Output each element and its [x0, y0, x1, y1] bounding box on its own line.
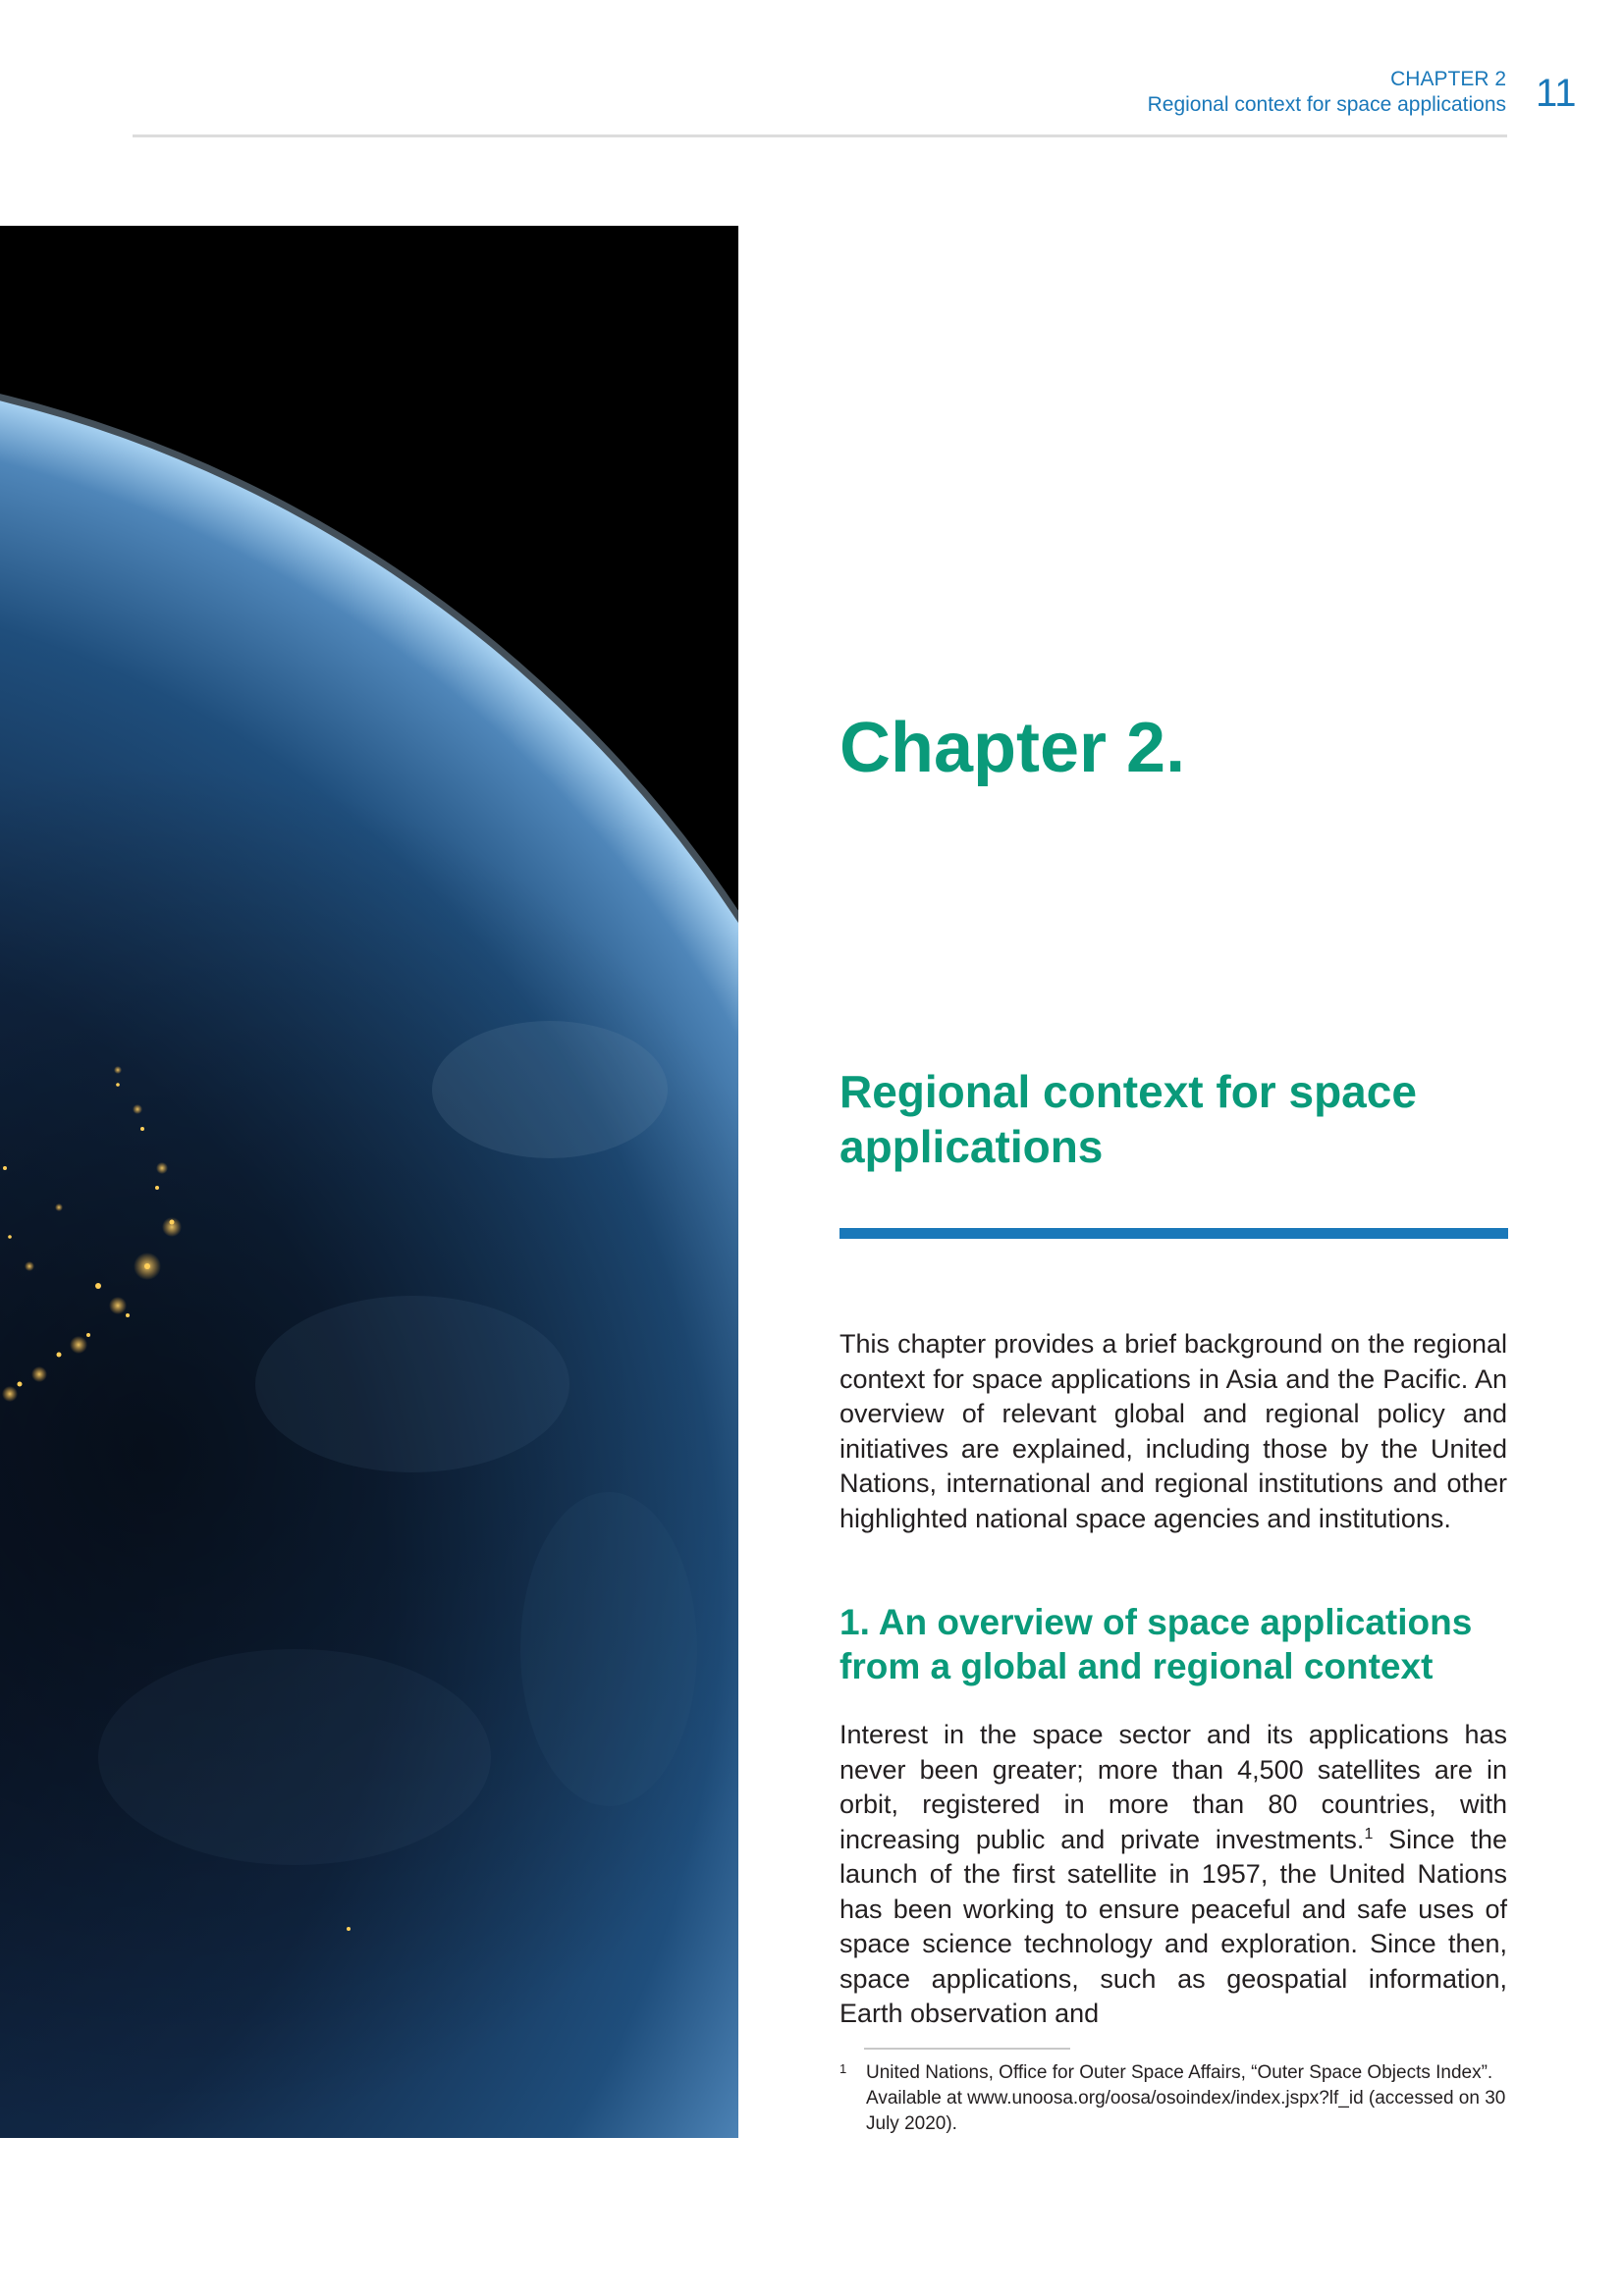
- footnote-text: United Nations, Office for Outer Space Affairs, “Outer Space Objects Index”. Available at www.unoosa.org/oosa/osoindex/index.jspx?lf_id (accessed on 30 July 2020).: [866, 2062, 1506, 2134]
- footnote-number: 1: [839, 2061, 847, 2076]
- header-divider: [133, 134, 1507, 137]
- header-chapter-label: CHAPTER 2: [1390, 68, 1506, 90]
- page-number: 11: [1536, 72, 1577, 115]
- footnote: [839, 2060, 1507, 2137]
- body-paragraph-part2: Since the launch of the first satellite in 1957, the United Nations has been working to ensure peaceful and safe uses of space science technology and exploration. Since then, space applications, such as geospatial information, Earth observation and: [839, 1824, 1507, 2028]
- running-header: [1015, 67, 1506, 126]
- earth-hero-image: [0, 226, 738, 2138]
- footnote-reference[interactable]: 1: [1364, 1825, 1374, 1842]
- body-paragraph-part1: Interest in the space sector and its applications has never been greater; more than 4,500 satellites are in orbit, registered in more than 80 countries, with increasing public and private investments.: [839, 1720, 1507, 1854]
- section-divider: [839, 1228, 1508, 1239]
- body-paragraph: [839, 1718, 1507, 2032]
- intro-paragraph: This chapter provides a brief background on the regional context for space applications in Asia and the Pacific. An overview of relevant global and regional policy and initiatives are explained, including those by the United Nations, international and regional institutions and other highlighted national space agencies and institutions.: [839, 1329, 1507, 1533]
- header-chapter-subtitle: Regional context for space applications: [1147, 93, 1506, 116]
- section-title: Regional context for space applications: [839, 1066, 1417, 1172]
- footnote-divider: [864, 2048, 1070, 2050]
- subheading-overview: 1. An overview of space applications from a global and regional context: [839, 1602, 1473, 1686]
- chapter-title: Chapter 2.: [839, 709, 1186, 787]
